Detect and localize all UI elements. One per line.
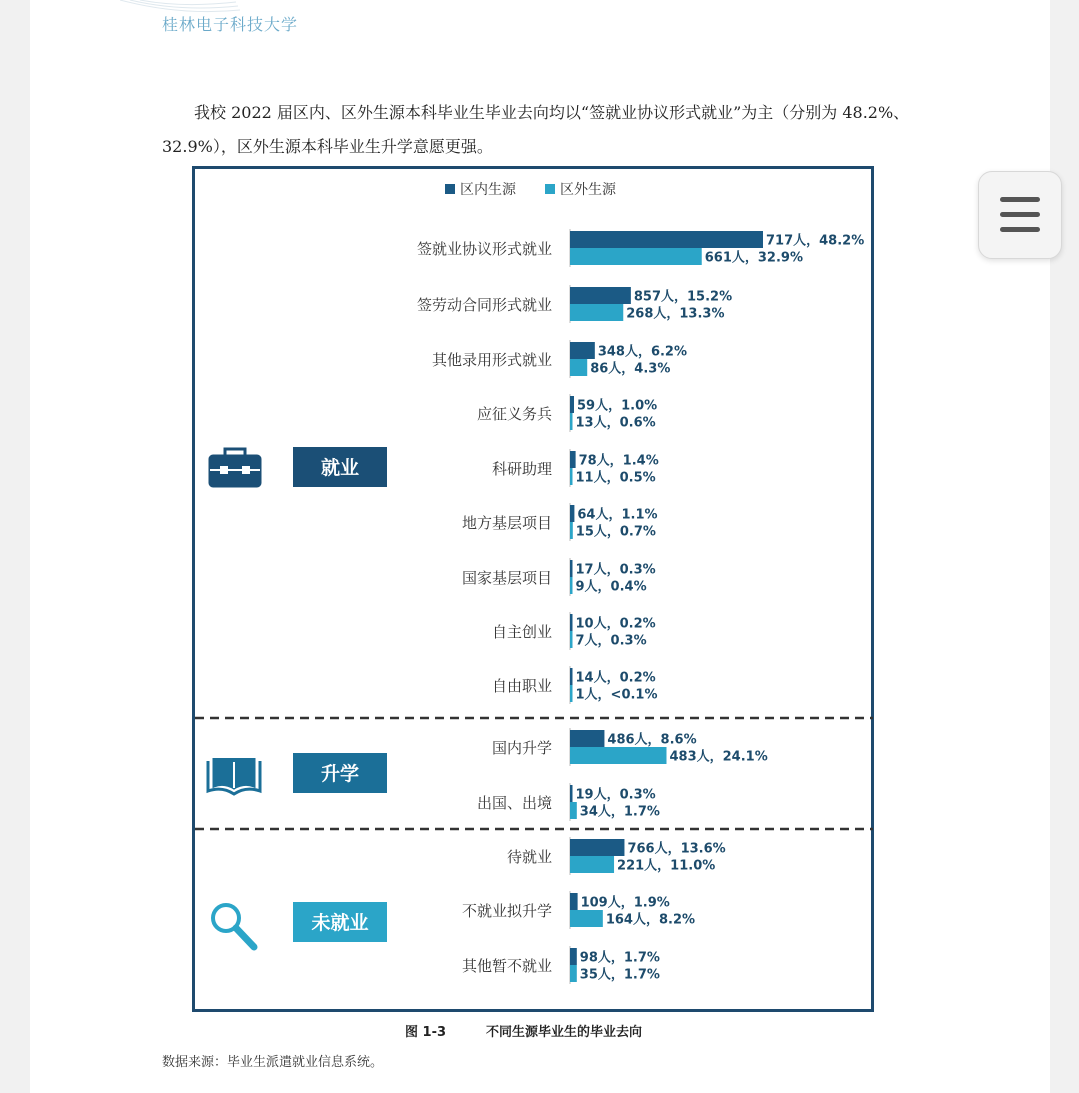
category-label: 其他暂不就业 [461, 957, 552, 975]
bar-in-region [570, 287, 631, 304]
category-label: 国内升学 [491, 739, 552, 757]
briefcase-icon [210, 449, 260, 486]
bar-out-region [570, 965, 577, 982]
group-label-further-study: 升学 [320, 763, 360, 785]
bar-out-region [570, 856, 614, 873]
data-label: 15人，0.7% [575, 524, 656, 540]
legend-swatch-in-region [445, 184, 455, 194]
category-label: 自主创业 [491, 623, 552, 641]
data-label: 661人，32.9% [704, 250, 803, 266]
figure-title: 不同生源毕业生的毕业去向 [486, 1025, 643, 1040]
category-label: 出国、出境 [476, 794, 552, 812]
data-label: 11人，0.5% [575, 470, 656, 486]
category-label: 地方基层项目 [461, 514, 552, 532]
bar-in-region [570, 505, 574, 522]
source-note: 数据来源：毕业生派遣就业信息系统。 [162, 1055, 384, 1070]
bar-in-region [570, 560, 573, 577]
intro-paragraph: 我校 2022 届区内、区外生源本科毕业生毕业去向均以“签就业协议形式就业”为主（分别为 48.2%、32.9%），区外生源本科毕业生升学意愿更强。 [162, 103, 910, 156]
legend-swatch-out-region [545, 184, 555, 194]
data-label: 34人，1.7% [579, 804, 660, 820]
legend-label-in-region: 区内生源 [460, 182, 516, 198]
bar-out-region [570, 468, 573, 485]
menu-icon-line-2 [1000, 212, 1040, 217]
category-label: 待就业 [506, 848, 552, 866]
chart-border [194, 168, 873, 1011]
bar-out-region [570, 577, 573, 594]
data-label: 857人，15.2% [633, 289, 733, 305]
data-label: 1人，<0.1% [575, 687, 658, 703]
bar-in-region [570, 614, 573, 631]
data-label: 35人，1.7% [579, 967, 660, 983]
data-label: 7人，0.3% [575, 633, 647, 649]
book-icon [208, 758, 260, 794]
data-label: 486人，8.6% [607, 732, 697, 748]
bar-out-region [570, 248, 702, 265]
category-label: 自由职业 [491, 677, 552, 695]
category-label: 不就业拟升学 [461, 902, 552, 920]
bar-in-region [570, 785, 573, 802]
bar-in-region [570, 396, 574, 413]
group-label-employment: 就业 [320, 457, 360, 479]
menu-button[interactable] [978, 171, 1062, 259]
bar-in-region [570, 730, 604, 747]
bar-in-region [570, 231, 763, 248]
data-label: 9人，0.4% [575, 579, 647, 595]
category-label: 签就业协议形式就业 [416, 240, 552, 258]
data-label: 483人，24.1% [669, 749, 768, 765]
data-label: 14人，0.2% [575, 670, 656, 686]
data-label: 717人，48.2% [766, 233, 865, 249]
data-label: 348人，6.2% [597, 344, 688, 360]
data-label: 766人，13.6% [627, 841, 726, 857]
category-label: 国家基层项目 [461, 569, 552, 587]
data-label: 268人，13.3% [626, 306, 725, 322]
bar-out-region [570, 910, 603, 927]
bar-out-region [570, 522, 573, 539]
data-label: 19人，0.3% [575, 787, 656, 803]
group-further-study [208, 753, 387, 794]
menu-icon-line-1 [1000, 197, 1040, 202]
bar-in-region [570, 342, 595, 359]
destination-chart [192, 166, 876, 1014]
group-label-not-employed: 未就业 [311, 912, 369, 934]
bar-out-region [570, 413, 573, 430]
bar-in-region [570, 839, 624, 856]
figure-number: 图 1-3 [405, 1025, 447, 1040]
data-label: 13人，0.6% [575, 415, 656, 431]
category-label: 其他录用形式就业 [431, 351, 552, 369]
data-label: 59人，1.0% [577, 398, 658, 414]
category-label: 科研助理 [491, 460, 552, 478]
bar-in-region [570, 451, 576, 468]
data-label: 17人，0.3% [575, 562, 656, 578]
legend-label-out-region: 区外生源 [560, 182, 616, 198]
header-university-name: 桂林电子科技大学 [162, 15, 299, 34]
data-label: 109人，1.9% [580, 895, 670, 911]
bar-out-region [570, 802, 577, 819]
bar-out-region [570, 631, 573, 648]
data-label: 164人，8.2% [605, 912, 696, 928]
bar-out-region [570, 304, 623, 321]
data-label: 64人，1.1% [577, 507, 658, 523]
data-label: 221人，11.0% [617, 858, 716, 874]
data-label: 86人，4.3% [590, 361, 671, 377]
bar-in-region [570, 948, 577, 965]
bar-out-region [570, 747, 667, 764]
data-label: 98人，1.7% [579, 950, 660, 966]
bar-out-region [570, 359, 587, 376]
figure-caption [405, 1021, 642, 1040]
data-label: 78人，1.4% [578, 453, 659, 469]
category-label: 应征义务兵 [476, 405, 552, 423]
menu-icon-line-3 [1000, 227, 1040, 232]
bar-in-region [570, 893, 578, 910]
bar-in-region [570, 668, 573, 685]
category-label: 签劳动合同形式就业 [416, 296, 552, 314]
data-label: 10人，0.2% [575, 616, 656, 632]
bar-out-region [570, 685, 573, 702]
